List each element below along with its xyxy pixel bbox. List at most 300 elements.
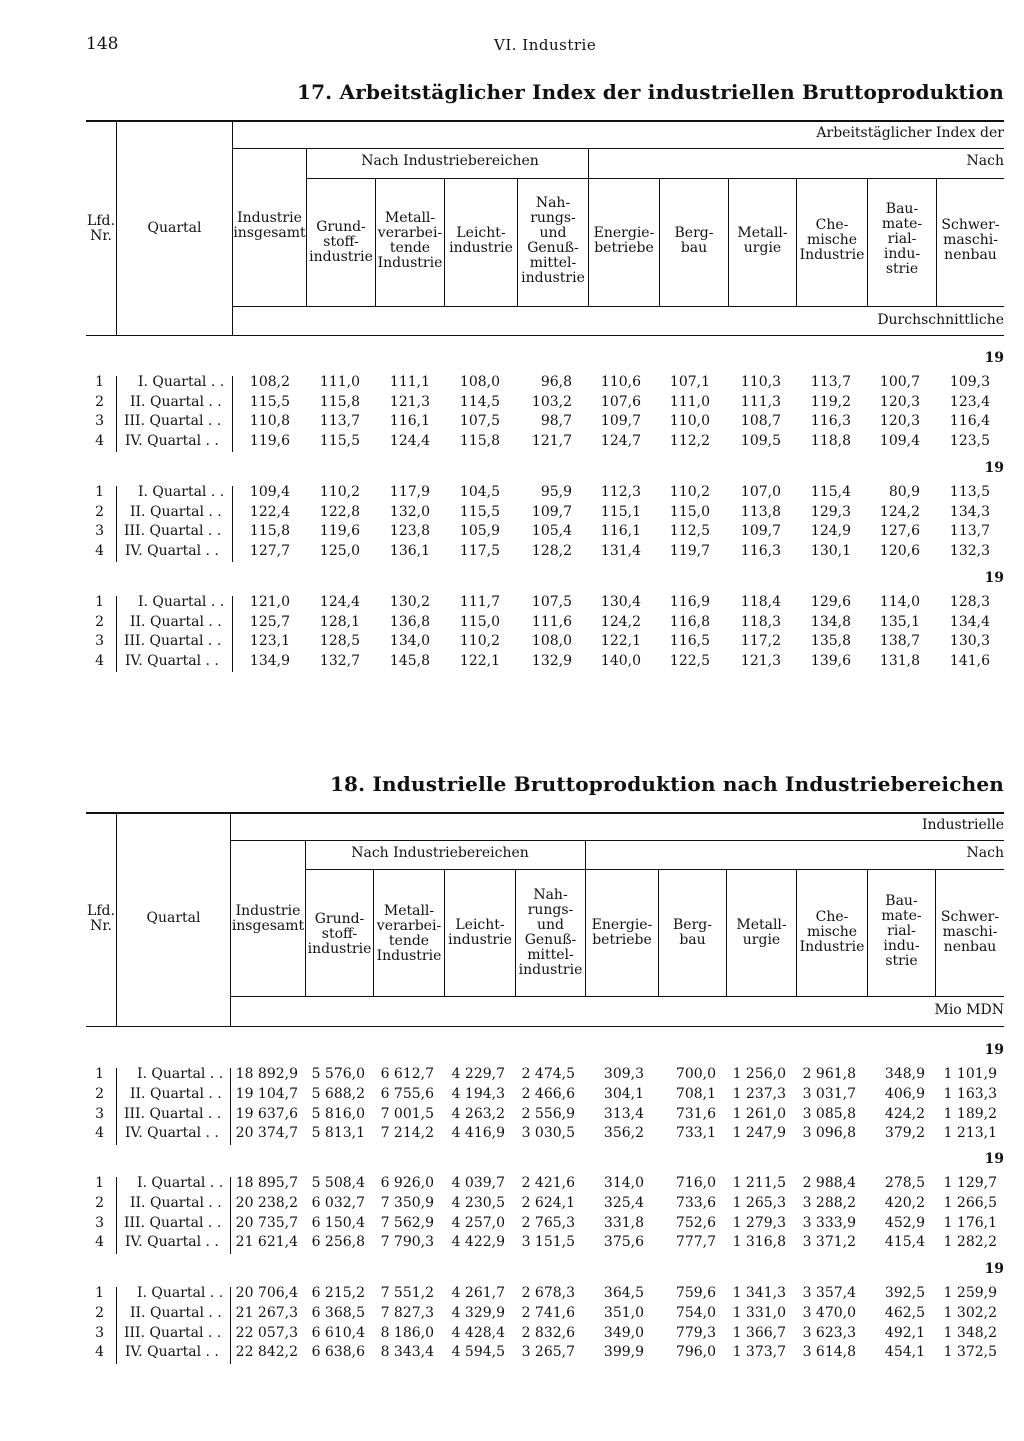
table-cell: 20 374,7 [235, 1125, 298, 1142]
page-number: 148 [86, 34, 119, 54]
table-cell: 1 213,1 [943, 1125, 997, 1142]
table-cell: 128,2 [531, 542, 572, 559]
table-cell: 20 735,7 [235, 1214, 298, 1231]
table-cell: 5 688,2 [311, 1085, 365, 1102]
quartal-label: I. Quartal . . [138, 374, 225, 390]
quartal-label: I. Quartal . . [138, 594, 225, 610]
table-cell: 135,8 [810, 633, 851, 649]
row-number: 3 [95, 633, 104, 649]
table-cell: 108,0 [531, 633, 572, 649]
table-cell: 454,1 [884, 1344, 925, 1361]
table-cell: 109,4 [879, 432, 920, 449]
table-cell: 136,1 [389, 542, 430, 559]
table-cell: 122,1 [459, 652, 500, 669]
quartal-label: II. Quartal . . [130, 393, 222, 410]
table-cell: 1 348,2 [943, 1324, 997, 1341]
table-18-col-header-2: Grund- stoff- industrie [307, 911, 372, 957]
table-cell: 7 827,3 [380, 1304, 434, 1321]
table-cell: 140,0 [600, 652, 641, 669]
table-cell: 123,1 [249, 633, 290, 649]
table-cell: 117,9 [389, 484, 430, 500]
table-cell: 777,7 [675, 1234, 716, 1251]
table-cell: 111,7 [459, 594, 500, 610]
table-cell: 124,2 [879, 503, 920, 520]
table-cell: 114,0 [879, 594, 920, 610]
table-cell: 141,6 [949, 652, 990, 669]
table-cell: 1 247,9 [732, 1125, 786, 1142]
table-cell: 116,9 [669, 594, 710, 610]
table-cell: 6 150,4 [311, 1214, 365, 1231]
table-cell: 115,5 [459, 503, 500, 520]
quartal-label: I. Quartal . . [137, 1175, 224, 1191]
table-cell: 109,7 [600, 413, 641, 429]
table-cell: 109,5 [740, 432, 781, 449]
table-cell: 109,7 [740, 523, 781, 539]
table-cell: 110,2 [319, 484, 360, 500]
table-cell: 22 842,2 [235, 1344, 298, 1361]
table-cell: 1 341,3 [732, 1285, 786, 1301]
table-cell: 2 678,3 [521, 1285, 575, 1301]
table-18-col-header-4: Leicht- industrie [448, 917, 512, 948]
table-cell: 107,6 [600, 393, 641, 410]
table-cell: 119,6 [249, 432, 290, 449]
table-18-unit-row: Mio MDN [934, 1002, 1004, 1018]
row-number: 2 [95, 1194, 104, 1211]
table-cell: 1 282,2 [943, 1234, 997, 1251]
table-cell: 145,8 [389, 652, 430, 669]
table-cell: 8 343,4 [380, 1344, 434, 1361]
table-cell: 3 623,3 [802, 1324, 856, 1341]
table-cell: 136,8 [389, 613, 430, 630]
table-cell: 1 366,7 [732, 1324, 786, 1341]
table-cell: 109,7 [531, 503, 572, 520]
table-cell: 2 556,9 [521, 1105, 575, 1122]
table-cell: 3 470,0 [802, 1304, 856, 1321]
table-cell: 1 331,0 [732, 1304, 786, 1321]
chapter-title: VI. Industrie [494, 36, 597, 54]
table-17-col-header-11: Schwer- maschi- nenbau [941, 217, 1000, 263]
table-cell: 1 211,5 [732, 1175, 786, 1191]
table-cell: 18 895,7 [235, 1175, 298, 1191]
table-cell: 6 032,7 [311, 1194, 365, 1211]
table-cell: 109,4 [249, 484, 290, 500]
table-cell: 364,5 [603, 1285, 644, 1301]
table-cell: 752,6 [675, 1214, 716, 1231]
table-cell: 4 257,0 [451, 1214, 505, 1231]
table-cell: 420,2 [884, 1194, 925, 1211]
table-cell: 708,1 [675, 1085, 716, 1102]
table-cell: 406,9 [884, 1085, 925, 1102]
table-17-group-left: Nach Industriebereichen [361, 153, 539, 169]
table-cell: 4 039,7 [451, 1175, 505, 1191]
table-cell: 3 371,2 [802, 1234, 856, 1251]
table-cell: 1 372,5 [943, 1344, 997, 1361]
table-cell: 21 621,4 [235, 1234, 298, 1251]
table-cell: 113,7 [810, 374, 851, 390]
table-cell: 111,3 [740, 393, 781, 410]
year-label: 19 [984, 1042, 1004, 1058]
table-cell: 124,4 [389, 432, 430, 449]
table-cell: 111,0 [669, 393, 710, 410]
table-cell: 103,2 [531, 393, 572, 410]
quartal-label: I. Quartal . . [137, 1285, 224, 1301]
table-cell: 462,5 [884, 1304, 925, 1321]
table-cell: 4 229,7 [451, 1066, 505, 1082]
table-cell: 1 189,2 [943, 1105, 997, 1122]
table-cell: 118,8 [810, 432, 851, 449]
table-cell: 134,9 [249, 652, 290, 669]
table-18-col-header-7: Berg- bau [673, 917, 712, 948]
table-cell: 113,7 [319, 413, 360, 429]
table-cell: 3 288,2 [802, 1194, 856, 1211]
table-cell: 113,8 [740, 503, 781, 520]
table-cell: 112,5 [669, 523, 710, 539]
table-cell: 116,3 [810, 413, 851, 429]
table-cell: 130,4 [600, 594, 641, 610]
table-cell: 779,3 [675, 1324, 716, 1341]
table-cell: 19 637,6 [235, 1105, 298, 1122]
table-cell: 115,5 [249, 393, 290, 410]
table-cell: 325,4 [603, 1194, 644, 1211]
table-cell: 116,8 [669, 613, 710, 630]
table-cell: 132,0 [389, 503, 430, 520]
quartal-label: III. Quartal . . [124, 523, 222, 539]
quartal-label: I. Quartal . . [138, 484, 225, 500]
table-cell: 115,5 [319, 432, 360, 449]
row-number: 2 [95, 613, 104, 630]
table-cell: 399,9 [603, 1344, 644, 1361]
table-cell: 4 422,9 [451, 1234, 505, 1251]
table-cell: 19 104,7 [235, 1085, 298, 1102]
table-cell: 119,6 [319, 523, 360, 539]
table-cell: 107,1 [669, 374, 710, 390]
table-cell: 21 267,3 [235, 1304, 298, 1321]
table-18-quartal-header: Quartal [146, 910, 201, 926]
quartal-label: IV. Quartal . . [125, 542, 219, 559]
year-label: 19 [984, 1151, 1004, 1167]
table-18-col-header-10: Bau- mate- rial- indu- strie [881, 893, 922, 969]
table-cell: 1 237,3 [732, 1085, 786, 1102]
table-cell: 1 279,3 [732, 1214, 786, 1231]
table-cell: 128,3 [949, 594, 990, 610]
table-cell: 2 421,6 [521, 1175, 575, 1191]
table-cell: 452,9 [884, 1214, 925, 1231]
table-cell: 4 261,7 [451, 1285, 505, 1301]
table-cell: 7 551,2 [380, 1285, 434, 1301]
table-cell: 120,3 [879, 393, 920, 410]
row-number: 2 [95, 503, 104, 520]
table-cell: 2 741,6 [521, 1304, 575, 1321]
table-18-col-header-5: Nah- rungs- und Genuß- mittel- industrie [518, 887, 583, 978]
table-cell: 117,2 [740, 633, 781, 649]
table-17-col-header-4: Leicht- industrie [449, 225, 513, 256]
table-cell: 111,1 [389, 374, 430, 390]
quartal-label: III. Quartal . . [124, 1214, 222, 1231]
quartal-label: II. Quartal . . [130, 613, 222, 630]
table-cell: 733,1 [675, 1125, 716, 1142]
table-cell: 3 030,5 [521, 1125, 575, 1142]
table-cell: 98,7 [540, 413, 572, 429]
table-cell: 1 176,1 [943, 1214, 997, 1231]
table-cell: 115,0 [459, 613, 500, 630]
table-cell: 6 638,6 [311, 1344, 365, 1361]
table-18-col-header-11: Schwer- maschi- nenbau [940, 909, 1000, 955]
table-cell: 7 790,3 [380, 1234, 434, 1251]
table-cell: 1 101,9 [943, 1066, 997, 1082]
quartal-label: II. Quartal . . [130, 503, 222, 520]
table-cell: 314,0 [603, 1175, 644, 1191]
table-cell: 108,2 [249, 374, 290, 390]
table-cell: 121,3 [389, 393, 430, 410]
table-cell: 123,5 [949, 432, 990, 449]
row-number: 3 [95, 523, 104, 539]
table-17-col-header-7: Berg- bau [674, 225, 714, 256]
table-cell: 122,1 [600, 633, 641, 649]
table-cell: 309,3 [603, 1066, 644, 1082]
table-17-col-header-9: Che- mische Industrie [799, 217, 865, 263]
table-cell: 4 194,3 [451, 1085, 505, 1102]
table-cell: 2 466,6 [521, 1085, 575, 1102]
table-cell: 122,4 [249, 503, 290, 520]
quartal-label: IV. Quartal . . [125, 432, 219, 449]
table-cell: 125,0 [319, 542, 360, 559]
table-cell: 80,9 [888, 484, 920, 500]
table-cell: 109,3 [949, 374, 990, 390]
quartal-label: II. Quartal . . [130, 1304, 222, 1321]
year-label: 19 [984, 460, 1004, 476]
row-number: 3 [95, 1214, 104, 1231]
table-cell: 716,0 [675, 1175, 716, 1191]
table-18-group-left: Nach Industriebereichen [351, 845, 529, 861]
table-cell: 4 594,5 [451, 1344, 505, 1361]
table-cell: 119,2 [810, 393, 851, 410]
table-cell: 125,7 [249, 613, 290, 630]
table-cell: 134,3 [949, 503, 990, 520]
table-cell: 492,1 [884, 1324, 925, 1341]
table-17-col-header-6: Energie- betriebe [593, 225, 655, 256]
table-cell: 331,8 [603, 1214, 644, 1231]
table-cell: 113,5 [949, 484, 990, 500]
row-number: 4 [95, 652, 104, 669]
table-cell: 139,6 [810, 652, 851, 669]
table-17-title: 17. Arbeitstäglicher Index der industriellen Bruttoproduktion [296, 80, 1004, 104]
table-cell: 105,9 [459, 523, 500, 539]
table-cell: 7 214,2 [380, 1125, 434, 1142]
table-cell: 128,1 [319, 613, 360, 630]
table-cell: 415,4 [884, 1234, 925, 1251]
table-cell: 110,3 [740, 374, 781, 390]
row-number: 2 [95, 1085, 104, 1102]
table-cell: 5 816,0 [311, 1105, 365, 1122]
table-cell: 132,7 [319, 652, 360, 669]
table-cell: 113,7 [949, 523, 990, 539]
table-cell: 119,7 [669, 542, 710, 559]
table-cell: 6 215,2 [311, 1285, 365, 1301]
quartal-label: IV. Quartal . . [125, 1234, 219, 1251]
table-17-col-header-5: Nah- rungs- und Genuß- mittel- industrie [521, 195, 585, 286]
quartal-label: III. Quartal . . [124, 1324, 222, 1341]
table-cell: 6 926,0 [380, 1175, 434, 1191]
table-cell: 5 813,1 [311, 1125, 365, 1142]
table-cell: 20 238,2 [235, 1194, 298, 1211]
table-cell: 129,3 [810, 503, 851, 520]
table-cell: 108,0 [459, 374, 500, 390]
table-cell: 118,4 [740, 594, 781, 610]
table-cell: 8 186,0 [380, 1324, 434, 1341]
table-17-unit-row: Durchschnittliche [877, 312, 1004, 328]
table-cell: 4 416,9 [451, 1125, 505, 1142]
table-cell: 130,1 [810, 542, 851, 559]
row-number: 4 [95, 1344, 104, 1361]
table-cell: 356,2 [603, 1125, 644, 1142]
table-cell: 127,6 [879, 523, 920, 539]
table-cell: 104,5 [459, 484, 500, 500]
table-17-col-header-1: Industrie insgesamt [233, 210, 306, 241]
row-number: 3 [95, 1105, 104, 1122]
quartal-label: IV. Quartal . . [125, 652, 219, 669]
table-18-title: 18. Industrielle Bruttoproduktion nach Industriebereichen [329, 772, 1004, 796]
table-cell: 110,2 [459, 633, 500, 649]
table-cell: 1 265,3 [732, 1194, 786, 1211]
table-cell: 2 988,4 [802, 1175, 856, 1191]
table-cell: 123,4 [949, 393, 990, 410]
table-cell: 110,8 [249, 413, 290, 429]
table-17-top-right: Arbeitstäglicher Index der [816, 125, 1004, 141]
table-18-col-header-1: Industrie insgesamt [231, 903, 305, 934]
table-cell: 313,4 [603, 1105, 644, 1122]
table-17-col-header-10: Bau- mate- rial- indu- strie [881, 201, 923, 277]
table-cell: 5 576,0 [311, 1066, 365, 1082]
table-cell: 127,7 [249, 542, 290, 559]
table-cell: 3 265,7 [521, 1344, 575, 1361]
table-cell: 4 263,2 [451, 1105, 505, 1122]
row-number: 1 [95, 484, 104, 500]
quartal-label: II. Quartal . . [130, 1194, 222, 1211]
table-cell: 375,6 [603, 1234, 644, 1251]
table-cell: 759,6 [675, 1285, 716, 1301]
table-17-col-header-8: Metall- urgie [737, 225, 788, 256]
table-17-col-header-3: Metall- verarbei- tende Industrie [377, 210, 443, 271]
table-18-lfd-nr-header: Lfd. Nr. [87, 903, 115, 934]
row-number: 1 [95, 1066, 104, 1082]
table-cell: 6 368,5 [311, 1304, 365, 1321]
quartal-label: III. Quartal . . [124, 633, 222, 649]
table-cell: 348,9 [884, 1066, 925, 1082]
table-cell: 116,5 [669, 633, 710, 649]
quartal-label: I. Quartal . . [137, 1066, 224, 1082]
table-cell: 7 001,5 [380, 1105, 434, 1122]
table-17-group-right: Nach [966, 153, 1004, 169]
row-number: 3 [95, 413, 104, 429]
table-cell: 115,1 [600, 503, 641, 520]
table-cell: 6 610,4 [311, 1324, 365, 1341]
table-cell: 107,5 [459, 413, 500, 429]
quartal-label: IV. Quartal . . [125, 1344, 219, 1361]
table-cell: 111,6 [531, 613, 572, 630]
table-cell: 1 261,0 [732, 1105, 786, 1122]
row-number: 2 [95, 1304, 104, 1321]
table-cell: 116,4 [949, 413, 990, 429]
table-cell: 132,3 [949, 542, 990, 559]
table-cell: 796,0 [675, 1344, 716, 1361]
table-cell: 3 031,7 [802, 1085, 856, 1102]
table-cell: 112,2 [669, 432, 710, 449]
table-cell: 304,1 [603, 1085, 644, 1102]
table-cell: 138,7 [879, 633, 920, 649]
table-cell: 124,4 [319, 594, 360, 610]
table-cell: 2 474,5 [521, 1066, 575, 1082]
table-cell: 131,8 [879, 652, 920, 669]
table-cell: 733,6 [675, 1194, 716, 1211]
table-cell: 424,2 [884, 1105, 925, 1122]
table-cell: 1 259,9 [943, 1285, 997, 1301]
table-cell: 129,6 [810, 594, 851, 610]
table-cell: 3 333,9 [802, 1214, 856, 1231]
table-cell: 116,1 [600, 523, 641, 539]
row-number: 4 [95, 542, 104, 559]
table-cell: 134,0 [389, 633, 430, 649]
table-cell: 124,2 [600, 613, 641, 630]
table-cell: 278,5 [884, 1175, 925, 1191]
year-label: 19 [984, 570, 1004, 586]
table-cell: 1 266,5 [943, 1194, 997, 1211]
table-17-lfd-nr-header: Lfd. Nr. [87, 213, 115, 244]
table-cell: 7 350,9 [380, 1194, 434, 1211]
row-number: 4 [95, 1125, 104, 1142]
table-cell: 118,3 [740, 613, 781, 630]
table-cell: 134,4 [949, 613, 990, 630]
table-cell: 107,5 [531, 594, 572, 610]
table-cell: 1 129,7 [943, 1175, 997, 1191]
quartal-label: III. Quartal . . [124, 1105, 222, 1122]
table-cell: 22 057,3 [235, 1324, 298, 1341]
table-cell: 122,5 [669, 652, 710, 669]
table-cell: 124,9 [810, 523, 851, 539]
table-18-group-right: Nach [966, 845, 1004, 861]
year-label: 19 [984, 350, 1004, 366]
row-number: 1 [95, 374, 104, 390]
table-cell: 731,6 [675, 1105, 716, 1122]
table-cell: 392,5 [884, 1285, 925, 1301]
table-cell: 2 961,8 [802, 1066, 856, 1082]
table-cell: 6 612,7 [380, 1066, 434, 1082]
row-number: 4 [95, 432, 104, 449]
table-18-col-header-6: Energie- betriebe [591, 917, 653, 948]
table-cell: 114,5 [459, 393, 500, 410]
table-cell: 135,1 [879, 613, 920, 630]
row-number: 2 [95, 393, 104, 410]
table-cell: 3 151,5 [521, 1234, 575, 1251]
table-cell: 3 357,4 [802, 1285, 856, 1301]
table-cell: 115,8 [319, 393, 360, 410]
table-17-quartal-header: Quartal [147, 220, 202, 236]
table-cell: 20 706,4 [235, 1285, 298, 1301]
row-number: 1 [95, 1285, 104, 1301]
table-cell: 1 373,7 [732, 1344, 786, 1361]
table-cell: 123,8 [389, 523, 430, 539]
table-cell: 2 624,1 [521, 1194, 575, 1211]
table-18-col-header-3: Metall- verarbei- tende Industrie [376, 903, 442, 964]
table-cell: 3 614,8 [802, 1344, 856, 1361]
table-cell: 4 230,5 [451, 1194, 505, 1211]
table-cell: 115,8 [249, 523, 290, 539]
table-cell: 2 832,6 [521, 1324, 575, 1341]
table-cell: 96,8 [540, 374, 572, 390]
table-cell: 120,3 [879, 413, 920, 429]
table-17-col-header-2: Grund- stoff- industrie [309, 219, 373, 265]
quartal-label: II. Quartal . . [130, 1085, 222, 1102]
table-cell: 110,6 [600, 374, 641, 390]
